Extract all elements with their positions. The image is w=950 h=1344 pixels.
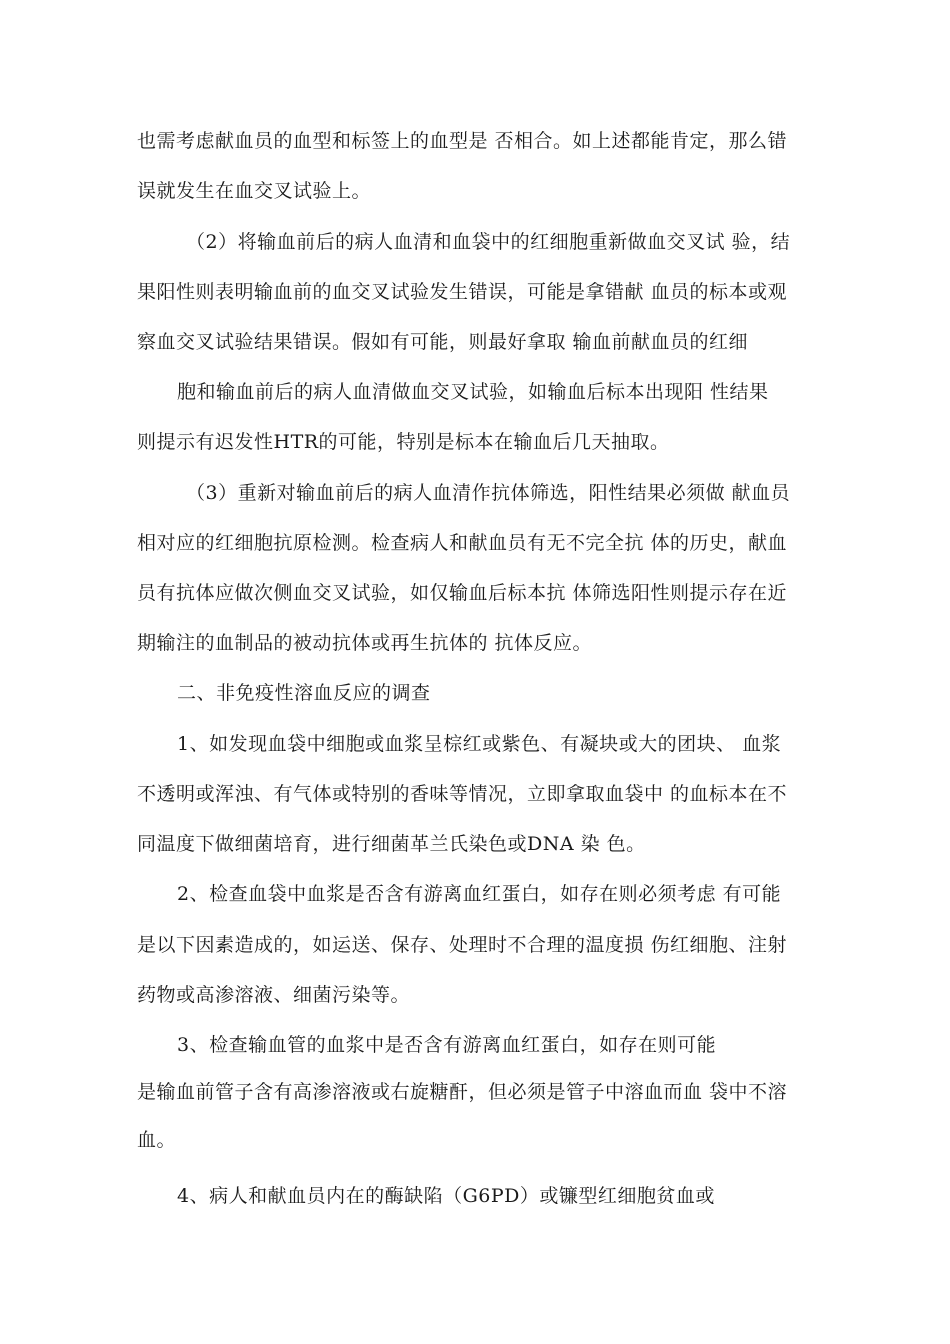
text-line: 则提示有迟发性HTR的可能，特别是标本在输血后几天抽取。 <box>137 431 670 453</box>
text-line: 是以下因素造成的，如运送、保存、处理时不合理的温度损 伤红细胞、注射 <box>137 934 788 956</box>
text-line: 1、如发现血袋中细胞或血浆呈棕红或紫色、有凝块或大的团块、 血浆 <box>177 733 782 755</box>
text-line: （2）将输血前后的病人血清和血袋中的红细胞重新做血交叉试 验，结 <box>186 231 791 253</box>
text-line: 不透明或浑浊、有气体或特别的香味等情况，立即拿取血袋中 的血标本在不 <box>137 783 788 805</box>
text-line: 血。 <box>137 1129 177 1151</box>
text-line: 胞和输血前后的病人血清做血交叉试验，如输血后标本出现阳 性结果 <box>177 381 769 403</box>
text-line: 3、检查输血管的血浆中是否含有游离血红蛋白，如存在则可能 <box>177 1034 717 1056</box>
text-line: 察血交叉试验结果错误。假如有可能，则最好拿取 输血前献血员的红细 <box>137 331 749 353</box>
text-line: 误就发生在血交叉试验上。 <box>137 180 372 202</box>
text-line: 药物或高渗溶液、细菌污染等。 <box>137 984 411 1006</box>
text-line: 是输血前管子含有高渗溶液或右旋糖酐，但必须是管子中溶血而血 袋中不溶 <box>137 1081 788 1103</box>
text-line: （3）重新对输血前后的病人血清作抗体筛选，阳性结果必须做 献血员 <box>186 482 791 504</box>
section-heading: 二、非免疫性溶血反应的调查 <box>177 682 431 704</box>
text-line: 相对应的红细胞抗原检测。检查病人和献血员有无不完全抗 体的历史，献血 <box>137 532 788 554</box>
text-line: 也需考虑献血员的血型和标签上的血型是 否相合。如上述都能肯定，那么错 <box>137 130 788 152</box>
text-line: 果阳性则表明输血前的血交叉试验发生错误，可能是拿错献 血员的标本或观 <box>137 281 788 303</box>
text-line: 同温度下做细菌培育，进行细菌革兰氏染色或DNA 染 色。 <box>137 833 646 855</box>
text-line: 期输注的血制品的被动抗体或再生抗体的 抗体反应。 <box>137 632 593 654</box>
text-line: 4、病人和献血员内在的酶缺陷（G6PD）或镰型红细胞贫血或 <box>177 1185 715 1207</box>
text-line: 员有抗体应做次侧血交叉试验，如仅输血后标本抗 体筛选阳性则提示存在近 <box>137 582 788 604</box>
text-line: 2、检查血袋中血浆是否含有游离血红蛋白，如存在则必须考虑 有可能 <box>177 883 782 905</box>
